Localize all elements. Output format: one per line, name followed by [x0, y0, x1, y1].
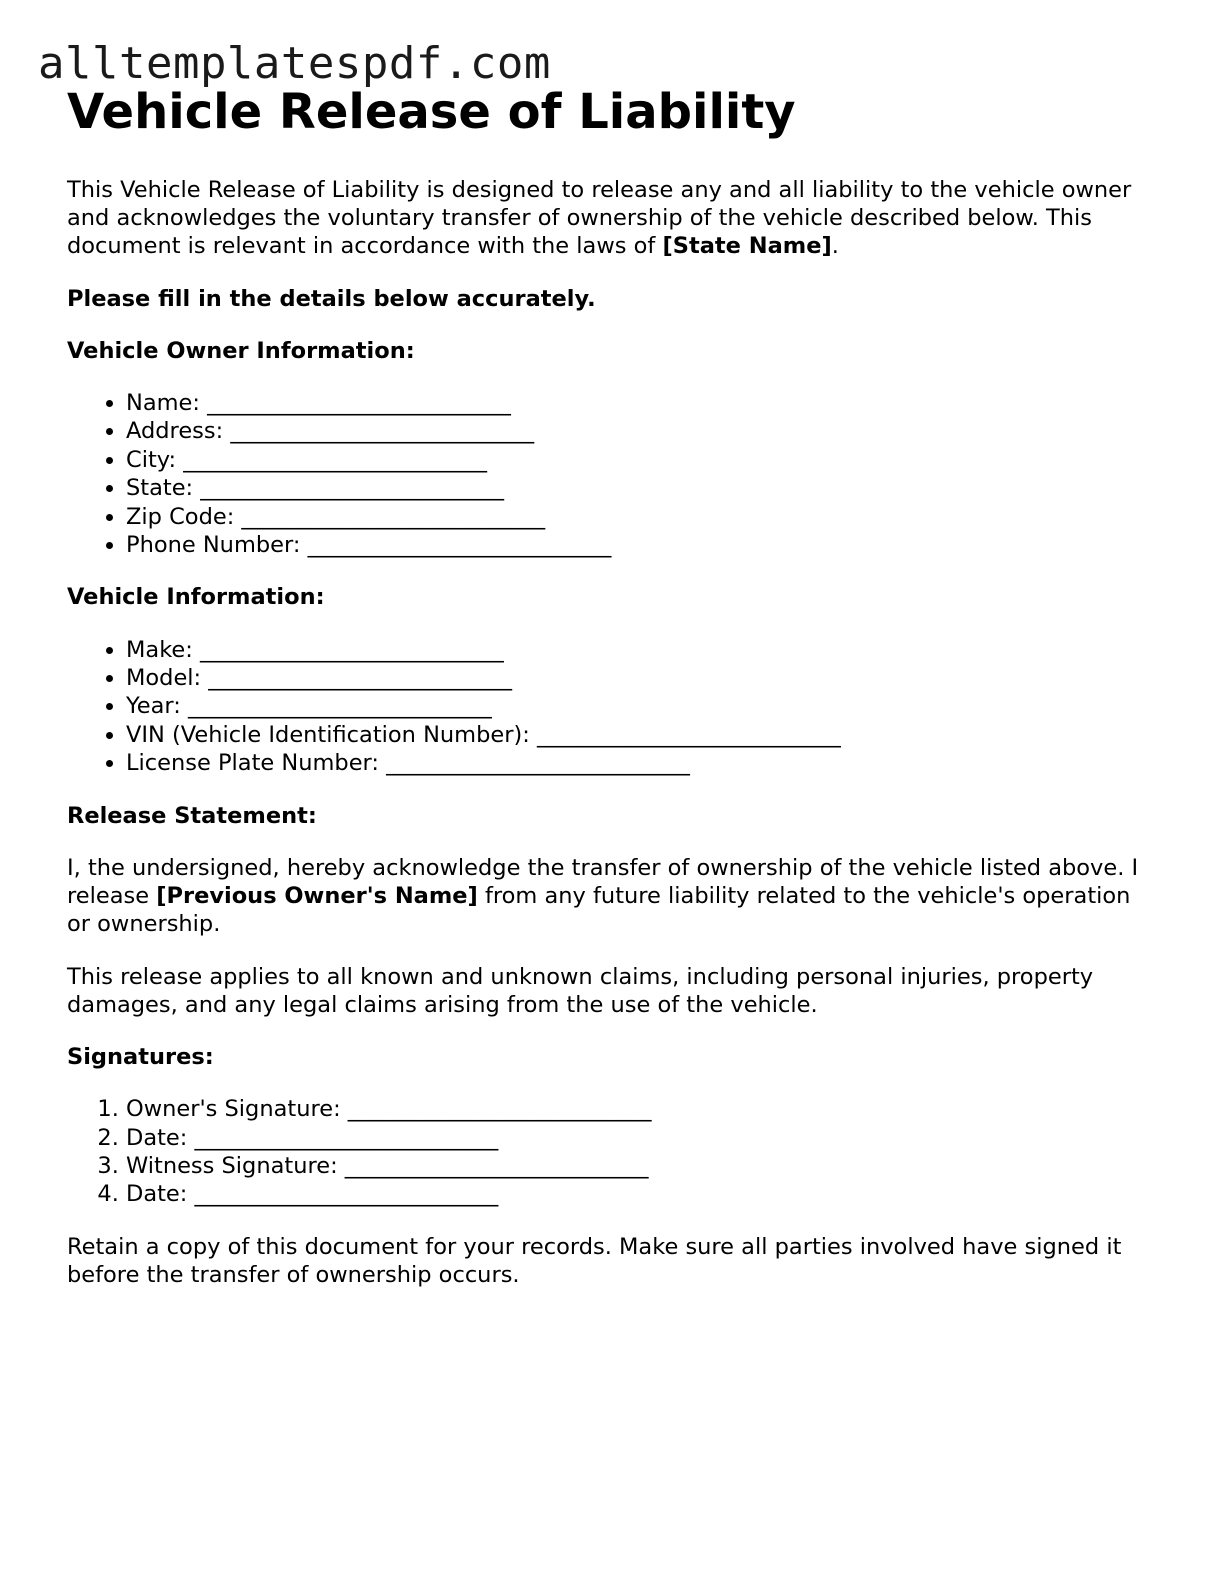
owner-city-field: • City: ___________________________: [126, 446, 1157, 474]
vehicle-section-heading: Vehicle Information:: [67, 584, 325, 611]
fill-instructions: Please fill in the details below accurately.: [67, 285, 596, 312]
closing-paragraph: Retain a copy of this document for your records. Make sure all parties involved have signed it before the transfer of ownership occurs.: [67, 1233, 1122, 1288]
release-text-before: I, the undersigned, hereby acknowledge the transfer of ownership of the vehicle listed above. I release: [67, 854, 1139, 910]
intro-text-after: .: [831, 233, 839, 260]
site-watermark: alltemplatespdf.com: [38, 38, 551, 89]
document-body: [67, 82, 1157, 1289]
claims-paragraph: This release applies to all known and unknown claims, including personal injuries, property damages, and any legal claims arising from the use of the vehicle.: [67, 963, 1094, 1018]
signatures-list: [67, 1095, 1157, 1209]
state-name-placeholder: [State Name]: [662, 233, 832, 260]
vehicle-info-list: [67, 636, 1157, 778]
vehicle-year-field: • Year: ___________________________: [126, 692, 1157, 720]
owner-address-field: • Address: ___________________________: [126, 417, 1157, 445]
witness-date-field: 4. Date: ___________________________: [126, 1180, 1157, 1208]
previous-owner-placeholder: [Previous Owner's Name]: [156, 883, 478, 910]
owner-section-heading: Vehicle Owner Information:: [67, 337, 415, 364]
intro-text-before: This Vehicle Release of Liability is designed to release any and all liability to the vehicle owner and acknowledges the voluntary transfer of ownership of the vehicle described below. This document is relevant in accordance with the laws of: [67, 177, 1132, 260]
witness-signature-field: 3. Witness Signature: ___________________________: [126, 1152, 1157, 1180]
intro-paragraph: [67, 176, 1157, 261]
owner-signature-field: 1. Owner's Signature: ___________________________: [126, 1095, 1157, 1123]
owner-zip-field: • Zip Code: ___________________________: [126, 503, 1157, 531]
vehicle-model-field: • Model: ___________________________: [126, 664, 1157, 692]
release-text-after: from any future liability related to the vehicle's operation or ownership.: [67, 883, 1131, 938]
owner-state-field: • State: ___________________________: [126, 474, 1157, 502]
owner-phone-field: • Phone Number: ___________________________: [126, 531, 1157, 559]
vehicle-vin-field: • VIN (Vehicle Identification Number): ___________________________: [126, 721, 1157, 749]
release-section-heading: Release Statement:: [67, 802, 317, 829]
vehicle-make-field: • Make: ___________________________: [126, 636, 1157, 664]
document-title: Vehicle Release of Liability: [67, 84, 796, 140]
owner-info-list: [67, 389, 1157, 559]
signatures-section-heading: Signatures:: [67, 1043, 214, 1070]
owner-name-field: • Name: ___________________________: [126, 389, 1157, 417]
owner-date-field: 2. Date: ___________________________: [126, 1124, 1157, 1152]
vehicle-plate-field: • License Plate Number: ___________________________: [126, 749, 1157, 777]
release-paragraph: [67, 854, 1157, 939]
